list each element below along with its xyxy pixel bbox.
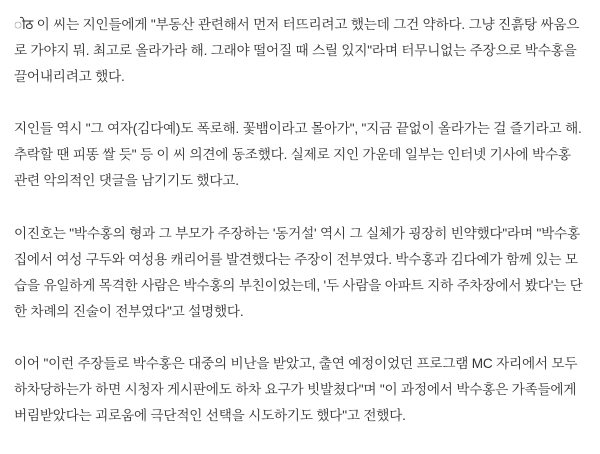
article-paragraph: 이어 "이런 주장들로 박수홍은 대중의 비난을 받았고, 출연 예정이었던 프로그램 MC 자리에서 모두 하차당하는가 하면 시청자 게시판에도 하차 요구가 빗발쳤다"며 "이 과정에서 박수홍은 가족들에게 버림받았다는 괴로움에 극단적인 선택을 시도하기도 했다"고 전했다. [14, 355, 578, 424]
article-paragraph: ोठ 이 씨는 지인들에게 "부동산 관련해서 먼저 터뜨리려고 했는데 그건 약하다. 그냥 진흙탕 싸움으로 가야지 뭐. 최고로 올라가라 해. 그래야 떨어질 때 스릴 있지"라며 터무니없는 주장으로 박수홍을 끌어내리려고 했다. [14, 17, 580, 85]
article-paragraph: 지인들 역시 "그 여자(김다예)도 폭로해. 꽃뱀이라고 몰아가", "지금 끝없이 올라가는 걸 즐기라고 해. 추락할 땐 피똥 쌀 듯" 등 이 씨 의견에 동조했다. 실제로 지인 가운데 일부는 인터넷 기사에 박수홍 관련 악의적인 댓글을 남기기도 했다고. [14, 121, 582, 189]
article-paragraph: 이진호는 "박수홍의 형과 그 부모가 주장하는 '동거설' 역시 그 실체가 굉장히 빈약했다"라며 "박수홍 집에서 여성 구두와 여성용 캐리어를 발견했다는 주장이 전부였다. 박수홍과 김다예가 함께 있는 모습을 유일하게 목격한 사람은 박수홍의 부친이었는데, '두 사람을 아파트 지하 주차장에서 봤다'는 단 한 차례의 진술이 전부였다"고 설명했다. [14, 225, 583, 319]
